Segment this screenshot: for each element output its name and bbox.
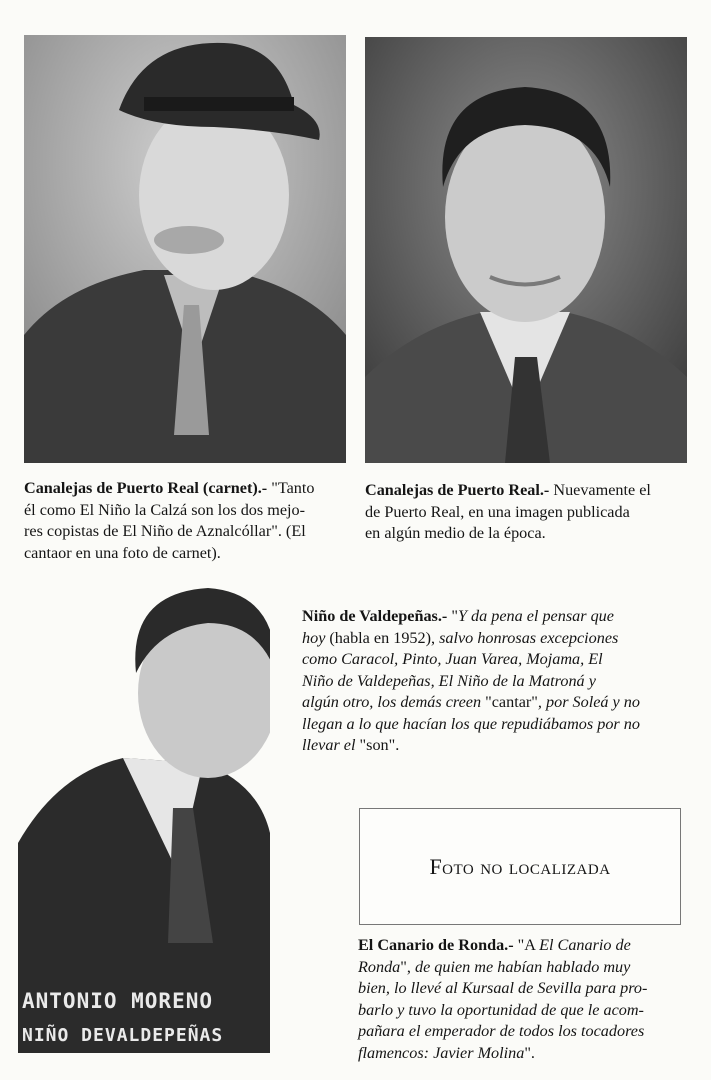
caption-text: cantaor en una foto de carnet). bbox=[24, 543, 221, 562]
photo-nino-de-valdepenas bbox=[18, 583, 270, 1053]
caption-canalejas bbox=[365, 480, 690, 545]
caption-text: "Tanto bbox=[267, 479, 315, 497]
caption-quote: como Caracol, Pinto, Juan Varea, Mojama, El bbox=[302, 650, 603, 668]
caption-quote: , por Soleá y no bbox=[537, 693, 640, 711]
placeholder-label: Foto no localizada bbox=[429, 853, 611, 879]
caption-quote: llegan a lo que hacían los que repudiábamos por no bbox=[302, 714, 640, 733]
caption-quote: algún otro, los demás creen bbox=[302, 693, 486, 711]
caption-text: "cantar" bbox=[485, 693, 538, 711]
caption-quote: Ronda bbox=[358, 957, 401, 976]
caption-text: él como El Niño la Calzá son los dos mejo- bbox=[24, 500, 305, 519]
sign-line-2: NIÑO DEVALDEPEÑAS bbox=[22, 1025, 224, 1046]
portrait-young-man bbox=[18, 583, 270, 1053]
caption-text: "son" bbox=[359, 736, 396, 754]
caption-text: "A bbox=[513, 936, 540, 954]
caption-quote: Y da pena el pensar que bbox=[457, 607, 614, 625]
caption-name: Niño de Valdepeñas.- bbox=[302, 607, 448, 625]
caption-canalejas-carnet bbox=[24, 478, 349, 564]
caption-text: res copistas de El Niño de Aznalcóllar". (El bbox=[24, 522, 306, 540]
caption-quote: salvo honrosas excepciones bbox=[439, 628, 619, 647]
caption-text: ". bbox=[524, 1043, 535, 1062]
caption-text: " bbox=[447, 607, 458, 625]
caption-text: (habla en 1952), bbox=[325, 628, 440, 647]
caption-name: El Canario de Ronda.- bbox=[358, 936, 514, 954]
caption-valdepenas bbox=[302, 606, 702, 757]
caption-text: ", bbox=[400, 957, 415, 976]
sign-line-1: ANTONIO MORENO bbox=[22, 989, 214, 1013]
caption-quote: de quien me habían hablado muy bbox=[414, 957, 631, 976]
caption-text: en algún medio de la época. bbox=[365, 524, 546, 542]
caption-name: Canalejas de Puerto Real (carnet).- bbox=[24, 479, 268, 497]
caption-quote: flamencos: Javier Molina bbox=[358, 1043, 525, 1062]
caption-quote: bien, lo llevé al Kursaal de Sevilla para pro- bbox=[358, 979, 648, 997]
caption-quote: llevar el bbox=[302, 736, 360, 754]
photo-placeholder-box bbox=[359, 808, 681, 925]
caption-text: . bbox=[395, 736, 400, 754]
photo-canalejas-carnet bbox=[24, 35, 346, 463]
photo-canalejas bbox=[365, 37, 687, 463]
caption-quote: hoy bbox=[302, 628, 326, 647]
portrait-man bbox=[365, 37, 687, 463]
caption-text: Nuevamente el bbox=[549, 481, 651, 499]
caption-canario-de-ronda bbox=[358, 935, 698, 1064]
caption-quote: El Canario de bbox=[539, 936, 631, 954]
portrait-man-hat bbox=[24, 35, 346, 463]
caption-text: de Puerto Real, en una imagen publicada bbox=[365, 502, 630, 521]
caption-quote: Niño de Valdepeñas, El Niño de la Matroná y bbox=[302, 671, 596, 690]
caption-quote: pañara el emperador de todos los tocadores bbox=[358, 1022, 645, 1040]
caption-name: Canalejas de Puerto Real.- bbox=[365, 481, 550, 499]
caption-quote: barlo y tuvo la oportunidad de que le acom- bbox=[358, 1000, 644, 1019]
